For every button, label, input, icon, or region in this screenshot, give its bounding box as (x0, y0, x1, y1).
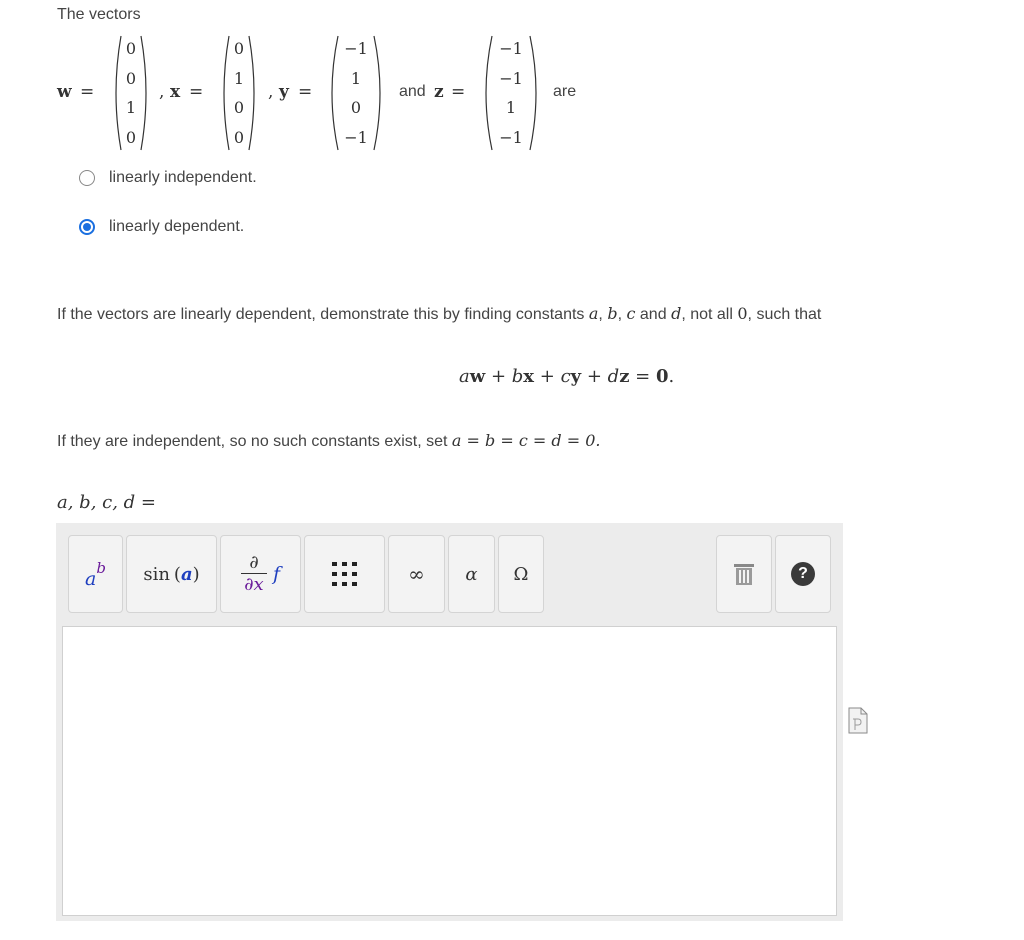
trash-icon (733, 562, 755, 586)
vector-z-matrix (480, 34, 542, 152)
instruction-text: If the vectors are linearly dependent, demonstrate this by finding constants a, b, c and d, not all 0, such that (57, 304, 822, 323)
eq-sign-w: = (80, 82, 95, 102)
comma-y: , (268, 82, 274, 102)
var-a: a (588, 304, 599, 323)
vector-w-entry: 0 (125, 68, 137, 88)
superscript-base: a (85, 568, 97, 590)
answer-input[interactable] (62, 626, 837, 916)
vector-w-entry: 1 (125, 98, 137, 118)
option-independent[interactable] (79, 169, 257, 187)
eq-sign-x: = (189, 82, 204, 102)
infinity-button[interactable] (388, 535, 445, 613)
superscript-button[interactable] (68, 535, 123, 613)
vector-w-entry: 0 (125, 127, 137, 147)
vector-y-entry: 0 (350, 98, 362, 118)
help-icon (791, 562, 815, 586)
math-editor (56, 523, 843, 921)
greek-button[interactable] (448, 535, 495, 613)
option-dependent[interactable] (79, 218, 244, 236)
and-text: and (399, 83, 426, 100)
instruction-part: , such that (747, 306, 822, 323)
answer-label: a, b, c, d = (57, 492, 156, 513)
derivative-numerator: ∂ (249, 551, 259, 573)
infinity-icon: ∞ (408, 562, 425, 586)
matrix-grid-icon (330, 559, 360, 589)
eq-vec-w: w (469, 366, 486, 387)
vector-z-entry: −1 (499, 39, 523, 59)
clear-button[interactable] (716, 535, 772, 613)
matrix-button[interactable] (304, 535, 385, 613)
zero-value: 0 (737, 304, 748, 323)
help-button[interactable] (775, 535, 831, 613)
option-independent-label: linearly independent. (109, 169, 257, 186)
radio-dependent[interactable] (79, 219, 95, 235)
vector-w-matrix (111, 34, 151, 152)
vector-y-matrix (326, 34, 386, 152)
eq-vec-y: y (570, 366, 582, 387)
alpha-icon: α (465, 563, 478, 585)
var-b: b (607, 304, 618, 323)
derivative-button[interactable] (220, 535, 301, 613)
instruction-part: , not all (681, 306, 733, 323)
instruction-and: and (639, 306, 667, 323)
equation: aw + bx + cy + dz = 0. (459, 366, 675, 387)
derivative-denominator: ∂x (244, 573, 264, 595)
instruction-independent (57, 431, 600, 451)
eq-coef-a: a (459, 366, 470, 387)
derivative-function: f (272, 563, 281, 585)
trig-label: sin (143, 563, 170, 585)
omega-icon: Ω (513, 563, 529, 585)
vector-y-entry: −1 (344, 39, 368, 59)
eq-vec-x: x (523, 366, 535, 387)
eq-vec-z: z (619, 366, 630, 387)
instruction-part: If the vectors are linearly dependent, demonstrate this by finding constants (57, 306, 585, 323)
instruction-part: If they are independent, so no such constants exist, set (57, 433, 448, 450)
var-c: c (626, 304, 636, 323)
file-icon[interactable] (848, 707, 868, 734)
vector-y-name: y (279, 82, 289, 102)
trig-button[interactable]: sin ( a ) (126, 535, 217, 613)
vector-x-entry: 0 (233, 127, 245, 147)
vector-w-entry: 0 (125, 39, 137, 59)
var-d: d (671, 304, 682, 323)
vector-w-label (57, 82, 72, 102)
vector-x-entry: 0 (233, 98, 245, 118)
are-text: are (553, 83, 577, 100)
vector-z-entry: −1 (499, 127, 523, 147)
intro-text: The vectors (57, 6, 141, 23)
eq-coef-d: d (607, 366, 620, 387)
help-glyph: ? (798, 565, 808, 582)
symbols-button[interactable] (498, 535, 544, 613)
vector-z-name: z (434, 82, 444, 102)
vector-z-entry: 1 (505, 98, 517, 118)
vector-y-entry: 1 (350, 68, 362, 88)
vector-z-entry: −1 (499, 68, 523, 88)
comma-x: , (159, 82, 165, 102)
vector-x-matrix (219, 34, 259, 152)
radio-independent[interactable] (79, 170, 95, 186)
vector-x-name: x (170, 82, 181, 102)
vector-w-name: w (57, 82, 72, 102)
vector-y-entry: −1 (344, 127, 368, 147)
trig-arg: a (180, 563, 193, 585)
eq-zero-vec: 0 (655, 366, 669, 387)
vector-x-entry: 0 (233, 39, 245, 59)
eq-sign-z: = (451, 82, 466, 102)
eq-coef-c: c (560, 366, 571, 387)
zero-assignment: a = b = c = d = 0. (451, 431, 601, 450)
option-dependent-label: linearly dependent. (109, 218, 245, 235)
eq-sign-y: = (298, 82, 313, 102)
superscript-exp: b (96, 559, 106, 577)
eq-coef-b: b (511, 366, 524, 387)
vector-x-entry: 1 (233, 68, 245, 88)
